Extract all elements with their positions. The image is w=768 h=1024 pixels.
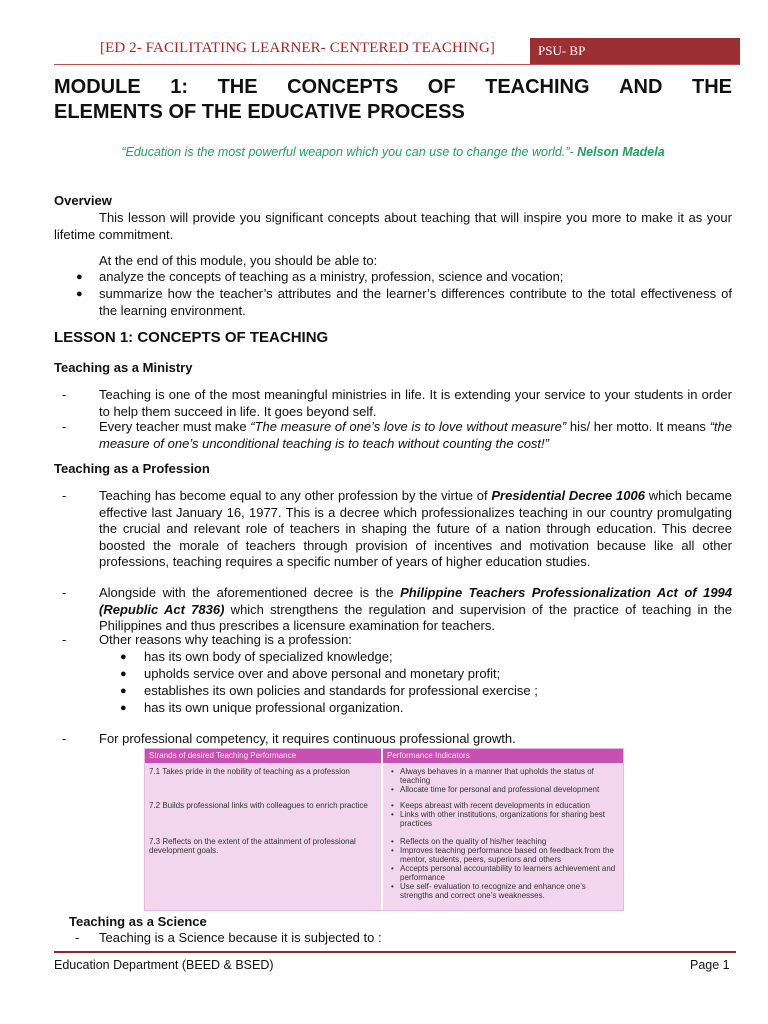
table-strand-cell: 7.3 Reflects on the extent of the attainment of professional development goals. xyxy=(149,837,356,855)
table-strand-cell: 7.2 Builds professional links with colleagues to enrich practice xyxy=(149,801,368,810)
reason-list xyxy=(120,649,720,717)
profession-item xyxy=(62,488,732,571)
dash-icon: - xyxy=(75,930,80,945)
profession-item xyxy=(62,585,732,635)
profession-text xyxy=(99,488,732,571)
profession-text: For professional competency, it requires continuous professional growth. xyxy=(99,731,516,746)
table-indicator-cell xyxy=(391,837,619,900)
indicator-item: • Allocate time for personal and professional development xyxy=(391,785,600,794)
table-strand-cell: 7.1 Takes pride in the nobility of teaching as a profession xyxy=(149,767,350,776)
bullet-icon: ● xyxy=(120,702,127,714)
module-title xyxy=(54,75,732,125)
act-name: Philippine Teachers Professionalization Act of 1994 (Republic Act 7836) xyxy=(99,585,733,617)
campus-badge: PSU- BP xyxy=(530,38,740,64)
lesson-title: LESSON 1: CONCEPTS OF TEACHING xyxy=(54,329,329,346)
indicator-text: Allocate time for personal and professional development xyxy=(400,785,600,794)
reason-text: has its own body of specialized knowledge; xyxy=(144,649,393,664)
title-word: OF xyxy=(427,76,456,98)
indicator-item: • Keeps abreast with recent developments in education xyxy=(391,801,590,810)
bullet-icon: ● xyxy=(76,271,83,283)
overview-heading: Overview xyxy=(54,193,112,208)
dash-icon: - xyxy=(62,419,67,434)
table-header-indicators: Performance Indicators xyxy=(383,749,623,763)
footer-department: Education Department (BEED & BSED) xyxy=(54,958,274,972)
objective-item xyxy=(76,286,732,319)
profession-text xyxy=(99,585,732,635)
dash-icon: - xyxy=(62,387,67,402)
dash-icon: - xyxy=(62,585,67,600)
competency-table xyxy=(144,748,624,911)
course-header: [ED 2- FACILITATING LEARNER- CENTERED TEACHING] xyxy=(100,40,495,56)
ministry-text xyxy=(99,419,732,452)
indicator-text: Links with other institutions, organizations for sharing best practices xyxy=(400,810,605,828)
science-text: Teaching is a Science because it is subjected to : xyxy=(99,930,382,945)
profession-item xyxy=(62,632,732,649)
profession-text: Other reasons why teaching is a profession: xyxy=(99,632,352,647)
reason-item xyxy=(120,683,720,700)
table-indicator-cell xyxy=(391,801,619,828)
profession-item xyxy=(62,731,732,748)
indicator-text: Accepts personal accountability to learners achievement and performance xyxy=(400,864,616,882)
title-word: TEACHING xyxy=(485,76,590,98)
bullet-icon: ● xyxy=(120,668,127,680)
dash-icon: - xyxy=(62,632,67,647)
objective-item xyxy=(76,269,732,286)
motto-meaning: “the measure of one’s unconditional teaching is to teach without counting the cost!” xyxy=(99,419,732,451)
text-run: which strengthens the regulation and supervision of the practice of teaching in the Philippines and thus prescribes a licensure examination for teachers. xyxy=(99,601,732,633)
title-word: AND xyxy=(619,76,663,98)
reason-text: has its own unique professional organization. xyxy=(144,700,404,715)
epigraph-quote xyxy=(54,145,732,159)
title-word: THE xyxy=(217,76,258,98)
table-header-strands: Strands of desired Teaching Performance xyxy=(145,749,381,763)
overview-paragraph: This lesson will provide you significant concepts about teaching that will inspire you more to make it as your lifetime commitment. xyxy=(54,210,732,242)
profession-heading: Teaching as a Profession xyxy=(54,461,210,476)
reason-item xyxy=(120,649,720,666)
objective-text: analyze the concepts of teaching as a ministry, profession, science and vocation; xyxy=(99,269,564,284)
bullet-icon: ● xyxy=(120,651,127,663)
text-run: which became effective last January 16, 1977. This is a decree which professionalizes teaching in our country promulgating the crucial and relevant role of teachers in shaping the future of a nation through education. This decree boosted the morale of teachers through provision of incentives and motivation because like all other professions, teaching requires a specific number of years of higher education studies. xyxy=(99,488,732,569)
dash-icon: - xyxy=(62,488,67,503)
header-divider xyxy=(54,64,740,65)
reason-item xyxy=(120,700,720,717)
ministry-text: Teaching is one of the most meaningful ministries in life. It is extending your service to your students in order to help them succeed in life. It goes beyond self. xyxy=(99,387,732,419)
reason-item xyxy=(120,666,720,683)
title-word: CONCEPTS xyxy=(287,76,399,98)
science-item xyxy=(75,930,675,947)
indicator-item: • Always behaves in a manner that upholds the status of teaching xyxy=(391,767,594,785)
science-heading: Teaching as a Science xyxy=(69,914,207,929)
motto-text: “The measure of one’s love is to love without measure” xyxy=(250,419,567,434)
text-run: Teaching has become equal to any other profession by the virtue of xyxy=(99,488,492,503)
table-column-divider xyxy=(381,749,383,910)
indicator-item: • Reflects on the quality of his/her teaching xyxy=(391,837,547,846)
bullet-icon: ● xyxy=(76,288,83,300)
indicator-text: Always behaves in a manner that upholds the status of teaching xyxy=(400,767,594,785)
quote-text: “Education is the most powerful weapon which you can use to change the world.”- xyxy=(121,145,574,159)
ministry-heading: Teaching as a Ministry xyxy=(54,360,193,375)
text-run: his/ her motto. It means xyxy=(566,419,710,434)
indicator-text: Keeps abreast with recent developments in education xyxy=(400,801,590,810)
module-title-line1 xyxy=(54,75,732,100)
quote-author: Nelson Madela xyxy=(577,145,665,159)
text-run: Every teacher must make xyxy=(99,419,251,434)
title-word: THE xyxy=(692,76,732,98)
title-word: 1: xyxy=(170,76,189,98)
objective-text: summarize how the teacher’s attributes and the learner’s differences contribute to the total effectiveness of the learning environment. xyxy=(99,286,732,318)
decree-name: Presidential Decree 1006 xyxy=(491,488,645,503)
title-word: MODULE xyxy=(54,76,141,98)
bullet-icon: ● xyxy=(120,685,127,697)
indicator-item: • Use self- evaluation to recognize and enhance one’s strengths and correct one’s weaknesses. xyxy=(391,882,586,900)
page-number: Page 1 xyxy=(690,958,730,972)
indicator-text: Improves teaching performance based on feedback from the mentor, students, peers, superiors and others xyxy=(400,846,614,864)
indicator-text: Reflects on the quality of his/her teaching xyxy=(400,837,547,846)
footer-divider xyxy=(54,951,736,953)
reason-text: upholds service over and above personal and monetary profit; xyxy=(144,666,501,681)
indicator-item: • Accepts personal accountability to learners achievement and performance xyxy=(391,864,616,882)
ministry-item xyxy=(62,387,732,420)
objectives-intro: At the end of this module, you should be able to: xyxy=(99,253,378,268)
ministry-item xyxy=(62,419,732,452)
table-indicator-cell xyxy=(391,767,619,794)
module-title-line2: ELEMENTS OF THE EDUCATIVE PROCESS xyxy=(54,101,465,123)
reason-text: establishes its own policies and standards for professional exercise ; xyxy=(144,683,538,698)
text-run: Alongside with the aforementioned decree is the xyxy=(99,585,401,600)
dash-icon: - xyxy=(62,731,67,746)
indicator-item: • Improves teaching performance based on feedback from the mentor, students, peers, superiors and others xyxy=(391,846,614,864)
indicator-text: Use self- evaluation to recognize and enhance one’s strengths and correct one’s weaknesses. xyxy=(400,882,586,900)
indicator-item: • Links with other institutions, organizations for sharing best practices xyxy=(391,810,605,828)
